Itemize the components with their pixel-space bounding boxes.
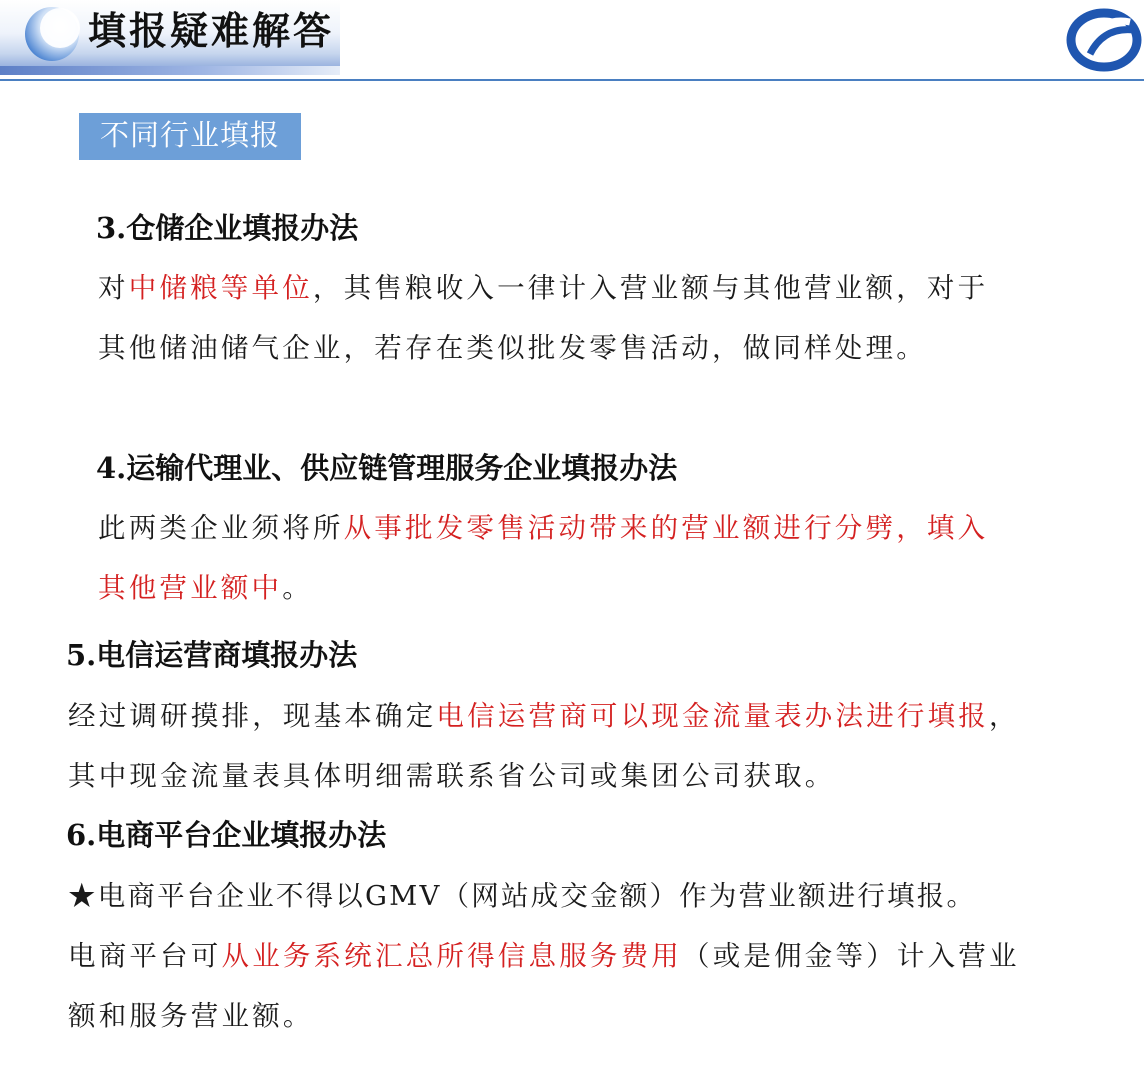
body-line (98, 568, 313, 608)
text-segment: 额和服务营业额。 (68, 1000, 314, 1032)
section-tag: 不同行业填报 (79, 113, 301, 160)
highlight-text: 电信运营商可以现金流量表办法进行填报 (436, 700, 990, 732)
body-line (68, 936, 1020, 976)
text-segment: ， (989, 700, 1020, 732)
header-band-stripe (0, 66, 340, 75)
text-segment: 其他储油储气企业，若存在类似批发零售活动，做同样处理。 (98, 332, 927, 364)
highlight-text: 从业务系统汇总所得信息服务费用 (221, 940, 682, 972)
text-segment: 此两类企业须将所 (98, 512, 344, 544)
section-heading-warehousing: 3.仓储企业填报办法 (96, 211, 359, 245)
swoosh-icon (22, 4, 82, 64)
body-line (68, 876, 976, 916)
text-segment: 对 (98, 272, 129, 304)
body-line (68, 996, 314, 1036)
highlight-text: 其他营业额中 (98, 572, 283, 604)
section-heading-ecommerce: 6.电商平台企业填报办法 (66, 818, 387, 852)
text-segment: ，其售粮收入一律计入营业额与其他营业额，对于 (312, 272, 989, 304)
section-heading-telecom: 5.电信运营商填报办法 (66, 638, 358, 672)
slide-header (0, 0, 1144, 82)
page-title: 填报疑难解答 (88, 9, 335, 53)
text-segment: 其中现金流量表具体明细需联系省公司或集团公司获取。 (68, 760, 836, 792)
text-segment: 。 (282, 572, 313, 604)
body-line (68, 756, 836, 796)
text-segment: 电商平台可 (68, 940, 222, 972)
highlight-text: 从事批发零售活动带来的营业额进行分劈，填入 (343, 512, 989, 544)
body-line (68, 696, 1020, 736)
text-segment: 经过调研摸排，现基本确定 (68, 700, 437, 732)
body-line (98, 328, 927, 368)
text-segment: （或是佣金等）计入营业 (682, 940, 1020, 972)
text-segment: ★电商平台企业不得以GMV（网站成交金额）作为营业额进行填报。 (68, 880, 977, 912)
highlight-text: 中储粮等单位 (128, 272, 313, 304)
logo-icon (1064, 4, 1142, 74)
body-line (98, 508, 988, 548)
section-heading-logistics: 4.运输代理业、供应链管理服务企业填报办法 (96, 451, 678, 485)
header-divider (0, 79, 1144, 81)
body-line (98, 268, 988, 308)
